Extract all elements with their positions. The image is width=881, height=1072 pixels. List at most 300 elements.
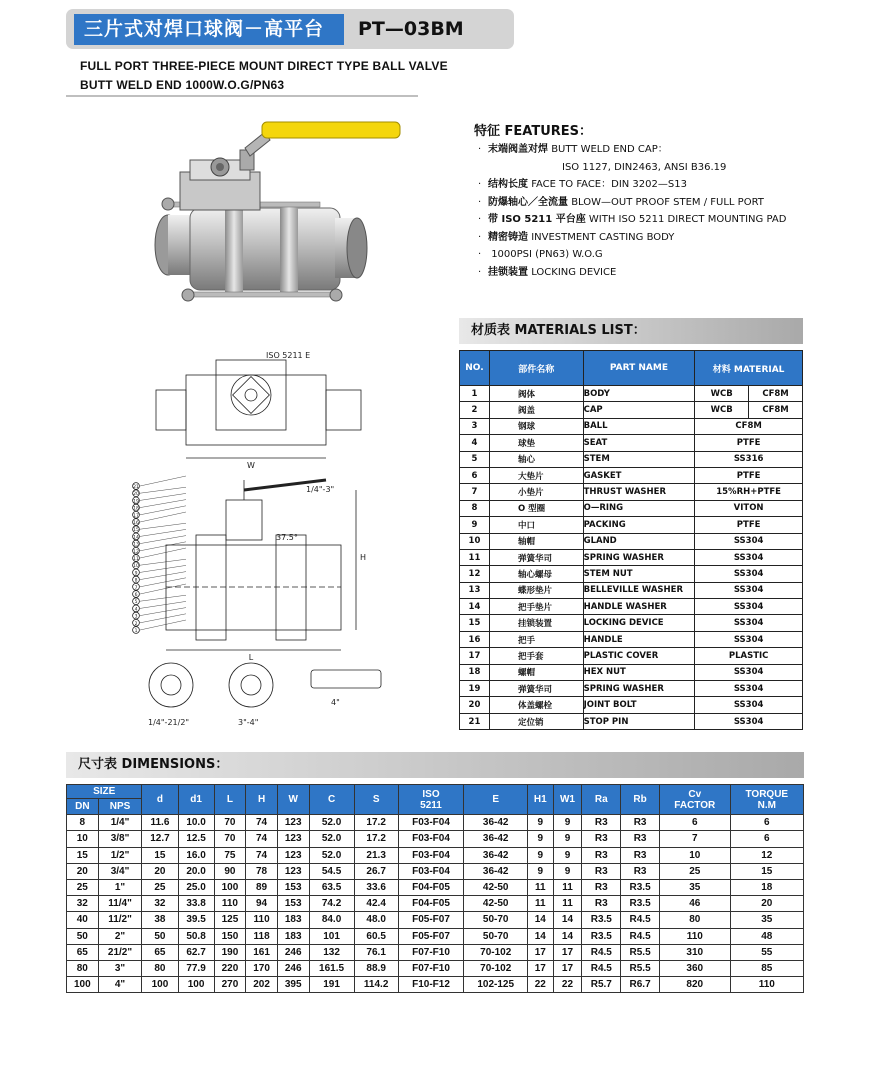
table-cell: 20 (730, 896, 803, 912)
feature-en: INVESTMENT CASTING BODY (531, 231, 675, 243)
table-cell: 110 (730, 977, 803, 993)
table-cell: 118 (246, 928, 278, 944)
callout-number: 16 (133, 521, 139, 526)
table-row (460, 435, 803, 451)
table-cell: 310 (659, 944, 730, 960)
col-d: d (142, 785, 178, 815)
table-cell: 9 (528, 863, 553, 879)
table-cell: 150 (214, 928, 246, 944)
table-cell: F03-F04 (398, 815, 464, 831)
cell-m: PTFE (695, 435, 803, 451)
cell-no: 15 (460, 615, 490, 631)
cell-en: HEX NUT (583, 664, 695, 680)
callout-number: 5 (134, 600, 138, 606)
table-cell: R3 (582, 879, 621, 895)
table-cell: 161 (246, 944, 278, 960)
table-cell: 48.0 (354, 912, 398, 928)
table-cell: 36-42 (464, 815, 528, 831)
feature-cn: 末端阀盖对焊 (488, 144, 548, 155)
table-row (460, 697, 803, 713)
table-cell: 100 (67, 977, 99, 993)
table-cell: 102-125 (464, 977, 528, 993)
table-cell: 70-102 (464, 944, 528, 960)
cell-cn: 阀盖 (489, 402, 583, 418)
table-cell: 21/2" (98, 944, 142, 960)
table-cell: 74 (246, 815, 278, 831)
table-cell: 153 (277, 896, 309, 912)
callout-number: 17 (133, 513, 139, 519)
table-cell: 85 (730, 960, 803, 976)
table-cell: 6 (730, 831, 803, 847)
callout-number: 21 (133, 485, 139, 490)
cell-cn: 中口 (489, 517, 583, 533)
cell-cn: 阀体 (489, 386, 583, 402)
table-cell: 75 (214, 847, 246, 863)
table-cell: R3.5 (582, 912, 621, 928)
table-cell: 12.5 (178, 831, 214, 847)
table-cell: 2" (98, 928, 142, 944)
table-cell: 25 (142, 879, 178, 895)
table-cell: 9 (528, 815, 553, 831)
callout-leader (140, 595, 186, 601)
table-cell: 161.5 (309, 960, 354, 976)
cell-no: 6 (460, 467, 490, 483)
callout-leader (140, 572, 186, 580)
col-Ra: Ra (582, 785, 621, 815)
col-L: L (214, 785, 246, 815)
table-cell: 38 (142, 912, 178, 928)
angle-label: 37.5° (276, 533, 298, 542)
cell-cn: 螺帽 (489, 664, 583, 680)
table-cell: 80 (659, 912, 730, 928)
size-label-a: 1/4"-21/2" (148, 718, 190, 727)
table-cell: R3 (621, 863, 660, 879)
table-cell: 8 (67, 815, 99, 831)
dim-l-label: L (248, 653, 254, 662)
size-label-small: 1/4"-3" (306, 485, 335, 494)
col-C: C (309, 785, 354, 815)
col-cn-name: 部件名称 (489, 351, 583, 386)
cell-cn: 把手套 (489, 648, 583, 664)
table-cell: 270 (214, 977, 246, 993)
table-cell: 63.5 (309, 879, 354, 895)
table-cell: 246 (277, 944, 309, 960)
callout-leader (140, 476, 186, 486)
table-cell: 52.0 (309, 815, 354, 831)
cell-cn: 轴帽 (489, 533, 583, 549)
table-cell: 101 (309, 928, 354, 944)
cell-en: LOCKING DEVICE (583, 615, 695, 631)
cell-no: 11 (460, 549, 490, 565)
table-cell: 76.1 (354, 944, 398, 960)
cell-no: 20 (460, 697, 490, 713)
table-cell: 60.5 (354, 928, 398, 944)
feature-en: WITH ISO 5211 DIRECT MOUNTING PAD (588, 214, 787, 225)
callout-leader (140, 487, 186, 493)
table-cell: 17.2 (354, 815, 398, 831)
feature-en: BLOW—OUT PROOF STEM / FULL PORT (571, 196, 764, 208)
cell-m1: WCB (695, 386, 749, 402)
callout-number: 12 (133, 549, 139, 555)
table-row (460, 713, 803, 729)
table-cell: R3 (621, 815, 660, 831)
cell-no: 14 (460, 599, 490, 615)
table-cell: R5.5 (621, 960, 660, 976)
materials-table (459, 350, 803, 730)
col-H1: H1 (528, 785, 553, 815)
table-cell: 246 (277, 960, 309, 976)
feature-item: · 末端阀盖对焊 BUTT WELD END CAP： (478, 144, 668, 155)
table-cell: 21.3 (354, 847, 398, 863)
table-cell: F03-F04 (398, 831, 464, 847)
callout-number: 20 (133, 492, 139, 498)
table-row (67, 831, 804, 847)
table-cell: 36-42 (464, 847, 528, 863)
table-cell: 25 (67, 879, 99, 895)
table-cell: 191 (309, 977, 354, 993)
cell-no: 1 (460, 386, 490, 402)
table-row (67, 960, 804, 976)
cell-m: VITON (695, 500, 803, 516)
feature-en: ISO 1127, DIN2463, ANSI B36.19 (562, 161, 727, 173)
table-row (67, 912, 804, 928)
table-cell: 39.5 (178, 912, 214, 928)
cell-m: SS316 (695, 451, 803, 467)
size-label-b: 3"-4" (238, 718, 259, 727)
table-cell: 74 (246, 831, 278, 847)
cell-m: SS304 (695, 681, 803, 697)
table-cell: 77.9 (178, 960, 214, 976)
callout-number: 13 (133, 542, 139, 548)
table-cell: 100 (142, 977, 178, 993)
col-torque: TORQUE N.M (730, 785, 803, 815)
table-cell: 18 (730, 879, 803, 895)
table-row (460, 582, 803, 598)
feature-cn: 带 ISO 5211 平台座 (488, 214, 586, 225)
col-E: E (464, 785, 528, 815)
table-cell: 50.8 (178, 928, 214, 944)
model-code: PT—03BM (358, 18, 464, 40)
table-row (460, 533, 803, 549)
table-row (460, 615, 803, 631)
table-row (67, 977, 804, 993)
table-cell: 50-70 (464, 912, 528, 928)
table-cell: R3 (582, 831, 621, 847)
col-H: H (246, 785, 278, 815)
table-cell: R3 (621, 831, 660, 847)
callout-number: 4 (134, 607, 138, 613)
cell-m: 15%RH+PTFE (695, 484, 803, 500)
cell-en: PLASTIC COVER (583, 648, 695, 664)
cell-en: HANDLE WASHER (583, 599, 695, 615)
table-cell: 15 (730, 863, 803, 879)
cell-no: 10 (460, 533, 490, 549)
cell-en: GLAND (583, 533, 695, 549)
callout-leader (140, 559, 186, 565)
technical-drawing (126, 340, 466, 740)
table-cell: 3" (98, 960, 142, 976)
callout-number: 18 (133, 506, 139, 512)
materials-header: 材质表 MATERIALS LIST： (459, 318, 803, 344)
feature-cn: 防爆轴心／全流量 (488, 196, 568, 208)
table-row (460, 402, 803, 418)
cell-m: SS304 (695, 533, 803, 549)
cell-cn: 大垫片 (489, 467, 583, 483)
cell-cn: 体盖螺栓 (489, 697, 583, 713)
cell-no: 13 (460, 582, 490, 598)
table-cell: F05-F07 (398, 912, 464, 928)
table-cell: R3.5 (621, 879, 660, 895)
table-cell: 32 (67, 896, 99, 912)
feature-item: · 精密铸造 INVESTMENT CASTING BODY (478, 231, 675, 243)
table-cell: 1/4" (98, 815, 142, 831)
cell-cn: 弹簧华司 (489, 681, 583, 697)
callout-number: 8 (134, 578, 138, 584)
cell-en: CAP (583, 402, 695, 418)
table-cell: 123 (277, 863, 309, 879)
table-cell: 88.9 (354, 960, 398, 976)
table-cell: F05-F07 (398, 928, 464, 944)
table-cell: 1" (98, 879, 142, 895)
table-cell: 10.0 (178, 815, 214, 831)
table-cell: 11/2" (98, 912, 142, 928)
dim-h-label: H (360, 553, 367, 562)
title-banner (66, 9, 514, 49)
cell-no: 16 (460, 631, 490, 647)
table-cell: 50 (67, 928, 99, 944)
callout-number: 19 (133, 499, 139, 505)
table-cell: 100 (214, 879, 246, 895)
feature-item: · 带 ISO 5211 平台座 WITH ISO 5211 DIRECT MOUNTING PAD (478, 214, 787, 225)
table-cell: F03-F04 (398, 847, 464, 863)
cell-m: SS304 (695, 631, 803, 647)
cell-en: BALL (583, 418, 695, 434)
table-cell: 110 (659, 928, 730, 944)
cell-no: 18 (460, 664, 490, 680)
table-cell: 9 (528, 831, 553, 847)
table-cell: 74.2 (309, 896, 354, 912)
table-cell: 10 (67, 831, 99, 847)
cell-m2: CF8M (749, 402, 803, 418)
table-cell: 20 (142, 863, 178, 879)
table-cell: 62.7 (178, 944, 214, 960)
table-cell: 7 (659, 831, 730, 847)
callout-number: 6 (134, 593, 138, 598)
table-cell: 10 (659, 847, 730, 863)
feature-en: FACE TO FACE：DIN 3202—S13 (531, 179, 687, 190)
table-row (67, 944, 804, 960)
callout-number: 3 (134, 614, 138, 620)
feature-en: LOCKING DEVICE (531, 266, 617, 278)
table-cell: F07-F10 (398, 944, 464, 960)
cell-m2: CF8M (749, 386, 803, 402)
cell-no: 4 (460, 435, 490, 451)
cell-cn: 球垫 (489, 435, 583, 451)
cell-en: O—RING (583, 500, 695, 516)
table-cell: 14 (553, 928, 582, 944)
features-title: 特征 FEATURES： (474, 124, 593, 139)
table-cell: 26.7 (354, 863, 398, 879)
callout-leader (140, 565, 186, 572)
callout-leader (140, 601, 186, 608)
callout-number: 2 (134, 621, 138, 627)
table-cell: 16.0 (178, 847, 214, 863)
cell-no: 19 (460, 681, 490, 697)
table-cell: R3 (582, 896, 621, 912)
col-W1: W1 (553, 785, 582, 815)
table-cell: 70 (214, 831, 246, 847)
cell-cn: O 型圈 (489, 500, 583, 516)
table-cell: 65 (142, 944, 178, 960)
table-cell: 17 (553, 944, 582, 960)
table-cell: 70-102 (464, 960, 528, 976)
table-cell: 52.0 (309, 847, 354, 863)
cell-m: SS304 (695, 549, 803, 565)
table-cell: F10-F12 (398, 977, 464, 993)
table-cell: 114.2 (354, 977, 398, 993)
table-cell: 55 (730, 944, 803, 960)
table-cell: 11 (553, 879, 582, 895)
table-cell: 14 (528, 912, 553, 928)
table-row (67, 879, 804, 895)
table-cell: 11 (528, 896, 553, 912)
table-cell: 80 (142, 960, 178, 976)
cell-m: PTFE (695, 517, 803, 533)
table-cell: 74 (246, 847, 278, 863)
table-row (460, 599, 803, 615)
table-row (67, 928, 804, 944)
cell-m: SS304 (695, 599, 803, 615)
cell-no: 12 (460, 566, 490, 582)
features-list (478, 141, 786, 281)
cell-cn: 钢球 (489, 418, 583, 434)
table-cell: 4" (98, 977, 142, 993)
table-row (460, 681, 803, 697)
feature-en: BUTT WELD END CAP： (551, 144, 668, 155)
table-cell: 20 (67, 863, 99, 879)
table-cell: 25 (659, 863, 730, 879)
table-cell: 17.2 (354, 831, 398, 847)
iso-label: ISO 5211 E (266, 351, 311, 360)
table-cell: 14 (553, 912, 582, 928)
table-cell: 153 (277, 879, 309, 895)
size-label-c: 4" (331, 698, 340, 707)
col-Rb: Rb (621, 785, 660, 815)
col-no: NO. (460, 351, 490, 386)
table-cell: 110 (246, 912, 278, 928)
table-row (460, 500, 803, 516)
cell-cn: 小垫片 (489, 484, 583, 500)
table-cell: 48 (730, 928, 803, 944)
callout-leader (140, 493, 186, 500)
cell-m: CF8M (695, 418, 803, 434)
table-row (460, 418, 803, 434)
col-size: SIZE (67, 785, 142, 799)
col-d1: d1 (178, 785, 214, 815)
table-cell: 11 (553, 896, 582, 912)
cell-m: PTFE (695, 467, 803, 483)
table-cell: 183 (277, 928, 309, 944)
table-cell: 9 (553, 847, 582, 863)
table-cell: F03-F04 (398, 863, 464, 879)
cell-en: STEM NUT (583, 566, 695, 582)
col-W: W (277, 785, 309, 815)
table-cell: 220 (214, 960, 246, 976)
callout-number: 7 (134, 585, 138, 591)
cell-m: SS304 (695, 615, 803, 631)
table-cell: 25.0 (178, 879, 214, 895)
table-cell: 3/4" (98, 863, 142, 879)
table-row (67, 815, 804, 831)
table-cell: 89 (246, 879, 278, 895)
callout-leader (140, 536, 186, 544)
cell-en: STEM (583, 451, 695, 467)
table-row (460, 664, 803, 680)
cell-cn: 轴心 (489, 451, 583, 467)
table-cell: 33.6 (354, 879, 398, 895)
cell-no: 2 (460, 402, 490, 418)
feature-cn: 精密铸造 (488, 231, 528, 243)
table-cell: 6 (659, 815, 730, 831)
callout-leader (140, 608, 186, 616)
table-cell: 12.7 (142, 831, 178, 847)
callout-number: 14 (133, 535, 139, 541)
cell-en: PACKING (583, 517, 695, 533)
table-cell: 52.0 (309, 831, 354, 847)
callout-number: 15 (133, 528, 139, 534)
table-cell: R4.5 (582, 944, 621, 960)
table-cell: 9 (553, 863, 582, 879)
cell-m: SS304 (695, 664, 803, 680)
table-cell: 1/2" (98, 847, 142, 863)
table-cell: 15 (142, 847, 178, 863)
table-cell: 190 (214, 944, 246, 960)
cell-no: 3 (460, 418, 490, 434)
feature-item: · 结构长度 FACE TO FACE：DIN 3202—S13 (478, 179, 687, 190)
callout-number: 1 (134, 629, 138, 634)
table-cell: 80 (67, 960, 99, 976)
table-cell: 42-50 (464, 896, 528, 912)
table-cell: 42.4 (354, 896, 398, 912)
table-cell: 20.0 (178, 863, 214, 879)
cell-cn: 定位销 (489, 713, 583, 729)
table-cell: 50-70 (464, 928, 528, 944)
table-cell: F07-F10 (398, 960, 464, 976)
feature-item: · 挂锁装置 LOCKING DEVICE (478, 266, 617, 278)
subtitle-line-1: FULL PORT THREE-PIECE MOUNT DIRECT TYPE BALL VALVE (80, 59, 448, 73)
dimensions-table (66, 784, 804, 993)
table-row (460, 648, 803, 664)
col-nps: NPS (98, 799, 142, 815)
table-row (460, 451, 803, 467)
cell-cn: 把手垫片 (489, 599, 583, 615)
table-cell: 46 (659, 896, 730, 912)
table-cell: 123 (277, 831, 309, 847)
table-row (460, 566, 803, 582)
table-cell: 35 (730, 912, 803, 928)
callout-number: 10 (133, 564, 139, 570)
table-cell: R3.5 (621, 896, 660, 912)
table-cell: 22 (528, 977, 553, 993)
table-cell: 183 (277, 912, 309, 928)
cell-m: PLASTIC (695, 648, 803, 664)
table-row (460, 467, 803, 483)
cell-m: SS304 (695, 566, 803, 582)
table-cell: 125 (214, 912, 246, 928)
table-row (460, 484, 803, 500)
table-cell: 123 (277, 847, 309, 863)
col-cv: Cv FACTOR (659, 785, 730, 815)
